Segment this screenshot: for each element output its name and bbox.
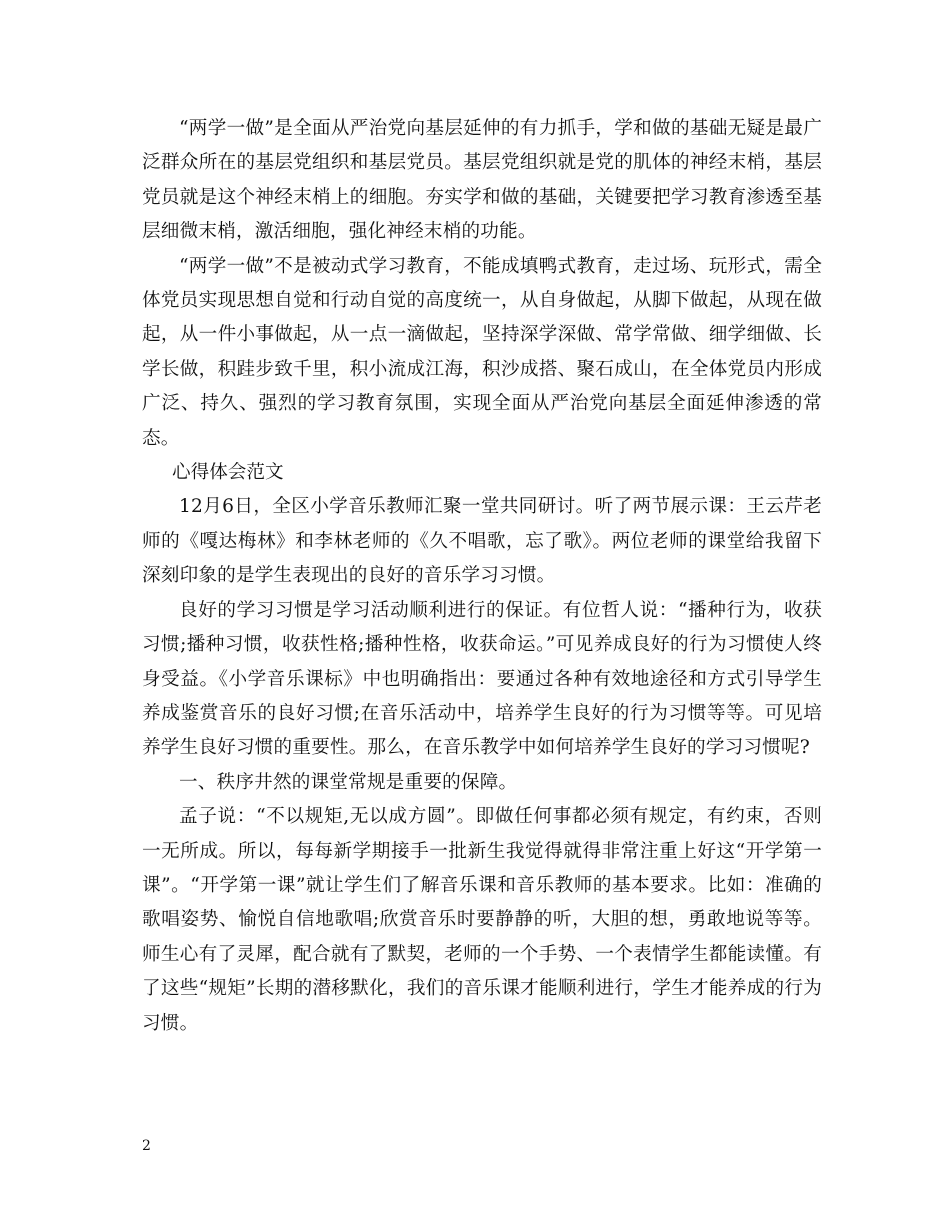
- paragraph-two-studies-practice: “两学一做”不是被动式学习教育，不能成填鸭式教育，走过场、玩形式，需全体党员实现思想自觉和行动自觉的高度统一，从自身做起，从脚下做起，从现在做起，从一件小事做起，从一点一滴做起，坚持深学深做、常学常做、细学细做、长学长做，积跬步致千里，积小流成江海，积沙成搭、聚石成山，在全体党员内形成广泛、持久、强烈的学习教育氛围，实现全面从严治党向基层全面延伸渗透的常态。: [142, 255, 822, 449]
- paragraph-music-seminar: 12月6日，全区小学音乐教师汇聚一堂共同研讨。听了两节展示课：王云芹老师的《嘎达梅林》和李林老师的《久不唱歌，忘了歌》。两位老师的课堂给我留下深刻印象的是学生表现出的良好的音乐学习习惯。: [142, 496, 822, 587]
- paragraph-mencius-rules: 孟子说：“不以规矩,无以成方圆”。即做任何事都必须有规定，有约束，否则一无所成。所以，每每新学期接手一批新生我觉得就得非常注重上好这“开学第一课”。“开学第一课”就让学生们了解音乐课和音乐教师的基本要求。比如：准确的歌唱姿势、愉悦自信地歌唱;欣赏音乐时要静静的听，大胆的想，勇敢地说等等。师生心有了灵犀，配合就有了默契，老师的一个手势、一个表情学生都能读懂。有了这些“规矩”长期的潜移默化，我们的音乐课才能顺利进行，学生才能养成的行为习惯。: [142, 806, 822, 1034]
- page-number: 2: [142, 1138, 151, 1154]
- document-body: [142, 112, 822, 1041]
- paragraph-learning-habits: 良好的学习习惯是学习活动顺利进行的保证。有位哲人说：“播种行为，收获习惯;播种习惯，收获性格;播种性格，收获命运。”可见养成良好的行为习惯使人终身受益。《小学音乐课标》中也明确指出：要通过各种有效地途径和方式引导学生养成鉴赏音乐的良好习惯;在音乐活动中，培养学生良好的行为习惯等等。可见培养学生良好习惯的重要性。那么，在音乐教学中如何培养学生良好的学习习惯呢?: [142, 599, 822, 759]
- section-title: 心得体会范文: [172, 462, 284, 484]
- paragraph-two-studies-intro: “两学一做”是全面从严治党向基层延伸的有力抓手，学和做的基础无疑是最广泛群众所在的基层党组织和基层党员。基层党组织就是党的肌体的神经末梢，基层党员就是这个神经末梢上的细胞。夯实学和做的基础，关键要把学习教育渗透至基层细微末梢，激活细胞，强化神经末梢的功能。: [142, 118, 822, 243]
- subheading-classroom-rules: 一、秩序井然的课堂常规是重要的保障。: [179, 771, 518, 793]
